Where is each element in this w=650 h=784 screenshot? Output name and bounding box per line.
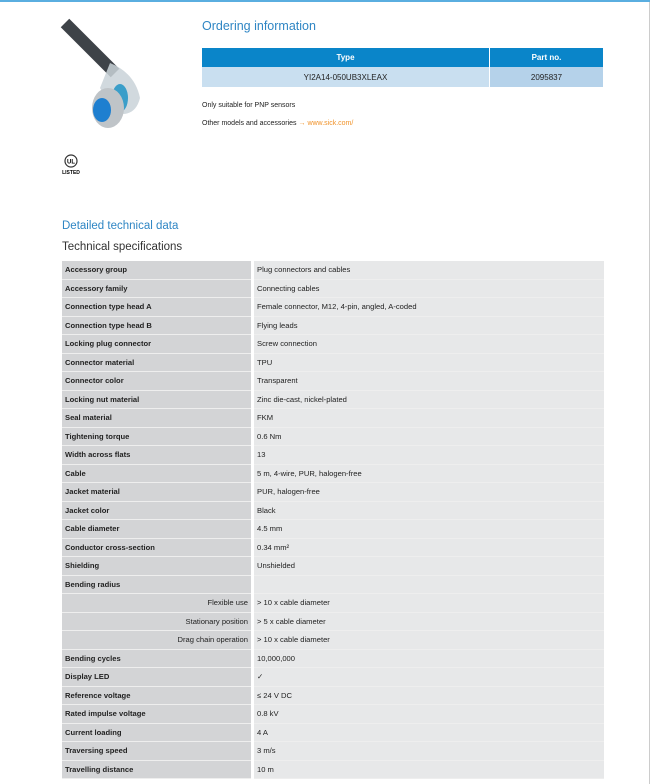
spec-label: Reference voltage (62, 686, 253, 705)
ul-listed-icon (58, 152, 84, 182)
spec-row (62, 723, 604, 742)
spec-label: Traversing speed (62, 742, 253, 761)
other-models-note (202, 120, 353, 127)
spec-label: Display LED (62, 668, 253, 687)
spec-row (62, 520, 604, 539)
type-value: YI2A14-050UB3XLEAX (202, 67, 489, 87)
spec-label: Accessory family (62, 279, 253, 298)
spec-value: 4.5 mm (253, 520, 605, 539)
spec-row (62, 464, 604, 483)
spec-label: Travelling distance (62, 760, 253, 779)
spec-row (62, 335, 604, 354)
spec-row (62, 538, 604, 557)
spec-row (62, 668, 604, 687)
spec-value: > 10 x cable diameter (253, 631, 605, 650)
ordering-table (202, 48, 604, 87)
spec-row (62, 353, 604, 372)
spec-value: Transparent (253, 372, 605, 391)
spec-label: Locking nut material (62, 390, 253, 409)
spec-value: 0.8 kV (253, 705, 605, 724)
spec-row (62, 390, 604, 409)
spec-label: Connection type head A (62, 298, 253, 317)
spec-label: Connector color (62, 372, 253, 391)
spec-row (62, 372, 604, 391)
spec-value: Screw connection (253, 335, 605, 354)
spec-row (62, 316, 604, 335)
spec-value: 10,000,000 (253, 649, 605, 668)
spec-row (62, 575, 604, 594)
spec-label: Shielding (62, 557, 253, 576)
detailed-data-title: Detailed technical data (62, 220, 179, 232)
spec-label: Flexible use (62, 594, 253, 613)
spec-value: ≤ 24 V DC (253, 686, 605, 705)
spec-label: Jacket color (62, 501, 253, 520)
spec-label: Bending radius (62, 575, 253, 594)
spec-row (62, 446, 604, 465)
part-no-value: 2095837 (489, 67, 603, 87)
spec-row (62, 760, 604, 779)
spec-label: Jacket material (62, 483, 253, 502)
svg-text:UL: UL (67, 159, 75, 166)
spec-value: 0.6 Nm (253, 427, 605, 446)
part-no-header: Part no. (489, 48, 603, 67)
spec-label: Drag chain operation (62, 631, 253, 650)
spec-value (253, 575, 605, 594)
spec-label: Accessory group (62, 261, 253, 279)
spec-row (62, 483, 604, 502)
spec-value: 13 (253, 446, 605, 465)
spec-row (62, 649, 604, 668)
spec-value: Unshielded (253, 557, 605, 576)
svg-text:LISTED: LISTED (62, 170, 80, 176)
spec-label: Current loading (62, 723, 253, 742)
spec-value: ✓ (253, 668, 605, 687)
spec-value: PUR, halogen-free (253, 483, 605, 502)
pnp-note: Only suitable for PNP sensors (202, 102, 296, 109)
spec-label: Connector material (62, 353, 253, 372)
spec-row (62, 631, 604, 650)
spec-row (62, 742, 604, 761)
spec-value: > 10 x cable diameter (253, 594, 605, 613)
top-border (0, 0, 650, 2)
spec-label: Cable (62, 464, 253, 483)
spec-value: 4 A (253, 723, 605, 742)
spec-label: Tightening torque (62, 427, 253, 446)
spec-value: 5 m, 4-wire, PUR, halogen-free (253, 464, 605, 483)
spec-value: Female connector, M12, 4-pin, angled, A-coded (253, 298, 605, 317)
spec-row (62, 427, 604, 446)
spec-label: Cable diameter (62, 520, 253, 539)
spec-label: Connection type head B (62, 316, 253, 335)
sick-link[interactable]: → www.sick.com/ (298, 120, 354, 127)
spec-row (62, 279, 604, 298)
spec-value: Plug connectors and cables (253, 261, 605, 279)
spec-value: TPU (253, 353, 605, 372)
spec-row (62, 501, 604, 520)
spec-title: Technical specifications (62, 241, 183, 253)
spec-value: 3 m/s (253, 742, 605, 761)
spec-label: Stationary position (62, 612, 253, 631)
spec-label: Bending cycles (62, 649, 253, 668)
spec-row (62, 594, 604, 613)
type-header: Type (202, 48, 489, 67)
spec-row (62, 705, 604, 724)
spec-value: Connecting cables (253, 279, 605, 298)
spec-row (62, 298, 604, 317)
spec-row (62, 686, 604, 705)
spec-value: 0.34 mm² (253, 538, 605, 557)
spec-row (62, 612, 604, 631)
spec-value: FKM (253, 409, 605, 428)
spec-value: Flying leads (253, 316, 605, 335)
spec-label: Width across flats (62, 446, 253, 465)
spec-label: Conductor cross-section (62, 538, 253, 557)
spec-value: > 5 x cable diameter (253, 612, 605, 631)
spec-table (62, 261, 604, 779)
spec-value: Zinc die-cast, nickel-plated (253, 390, 605, 409)
spec-row (62, 557, 604, 576)
spec-row (62, 261, 604, 279)
other-models-label: Other models and accessories (202, 120, 297, 127)
spec-label: Rated impulse voltage (62, 705, 253, 724)
spec-label: Seal material (62, 409, 253, 428)
product-image (60, 18, 190, 138)
spec-row (62, 409, 604, 428)
spec-value: 10 m (253, 760, 605, 779)
ordering-title: Ordering information (202, 19, 316, 33)
spec-label: Locking plug connector (62, 335, 253, 354)
spec-value: Black (253, 501, 605, 520)
